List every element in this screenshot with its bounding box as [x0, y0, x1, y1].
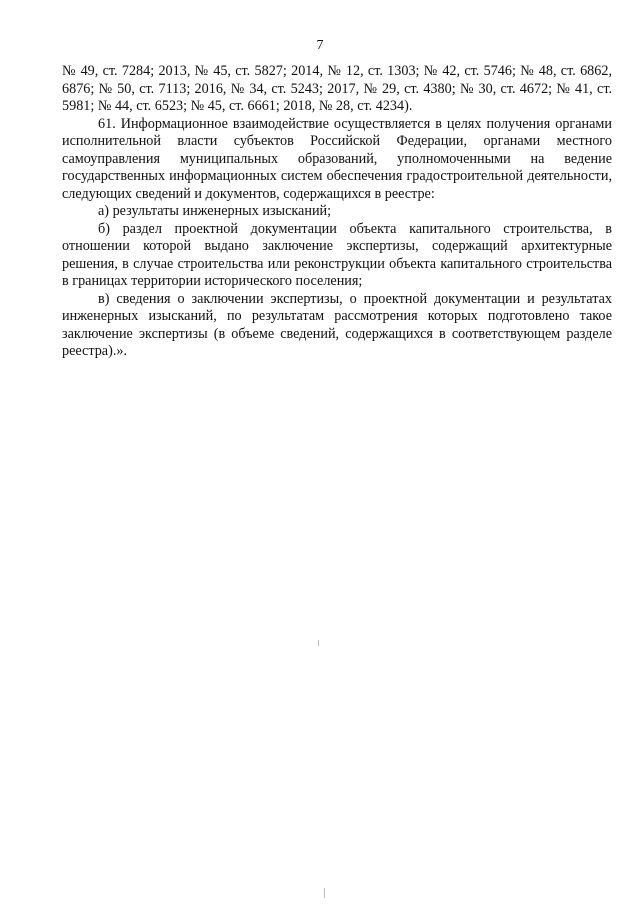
document-body [62, 63, 612, 361]
paragraph-subitem-b: б) раздел проектной документации объекта капитального строительства, в отношении которой выдано заключение экспертизы, содержащий архитектурные решения, в случае строительства или реконструкции объекта капитального строительства в границах территории исторического поселения; [62, 220, 612, 289]
scan-artifact [324, 888, 325, 898]
paragraph-citation-continuation: № 49, ст. 7284; 2013, № 45, ст. 5827; 2014, № 12, ст. 1303; № 42, ст. 5746; № 48, ст. 6862, 6876; № 50, ст. 7113; 2016, № 34, ст. 5243; 2017, № 29, ст. 4380; № 30, ст. 4672; № 41, ст. 5981; № 44, ст. 6523; № 45, ст. 6661; 2018, № 28, ст. 4234). [62, 63, 612, 114]
page-number: 7 [316, 38, 324, 53]
scan-artifact [318, 640, 319, 646]
paragraph-subitem-v: в) сведения о заключении экспертизы, о проектной документации и результатах инженерных изысканий, по результатам рассмотрения которых подготовлено такое заключение экспертизы (в объеме сведений, содержащихся в соответствующем разделе реестра).». [62, 290, 612, 359]
paragraph-item-61: 61. Информационное взаимодействие осуществляется в целях получения органами исполнительной власти субъектов Российской Федерации, органами местного самоуправления муниципальных образований, уполномоченными на ведение государственных информационных систем обеспечения градостроительной деятельности, следующих сведений и документов, содержащихся в реестре: [62, 115, 612, 202]
paragraph-subitem-a: а) результаты инженерных изысканий; [98, 203, 332, 219]
